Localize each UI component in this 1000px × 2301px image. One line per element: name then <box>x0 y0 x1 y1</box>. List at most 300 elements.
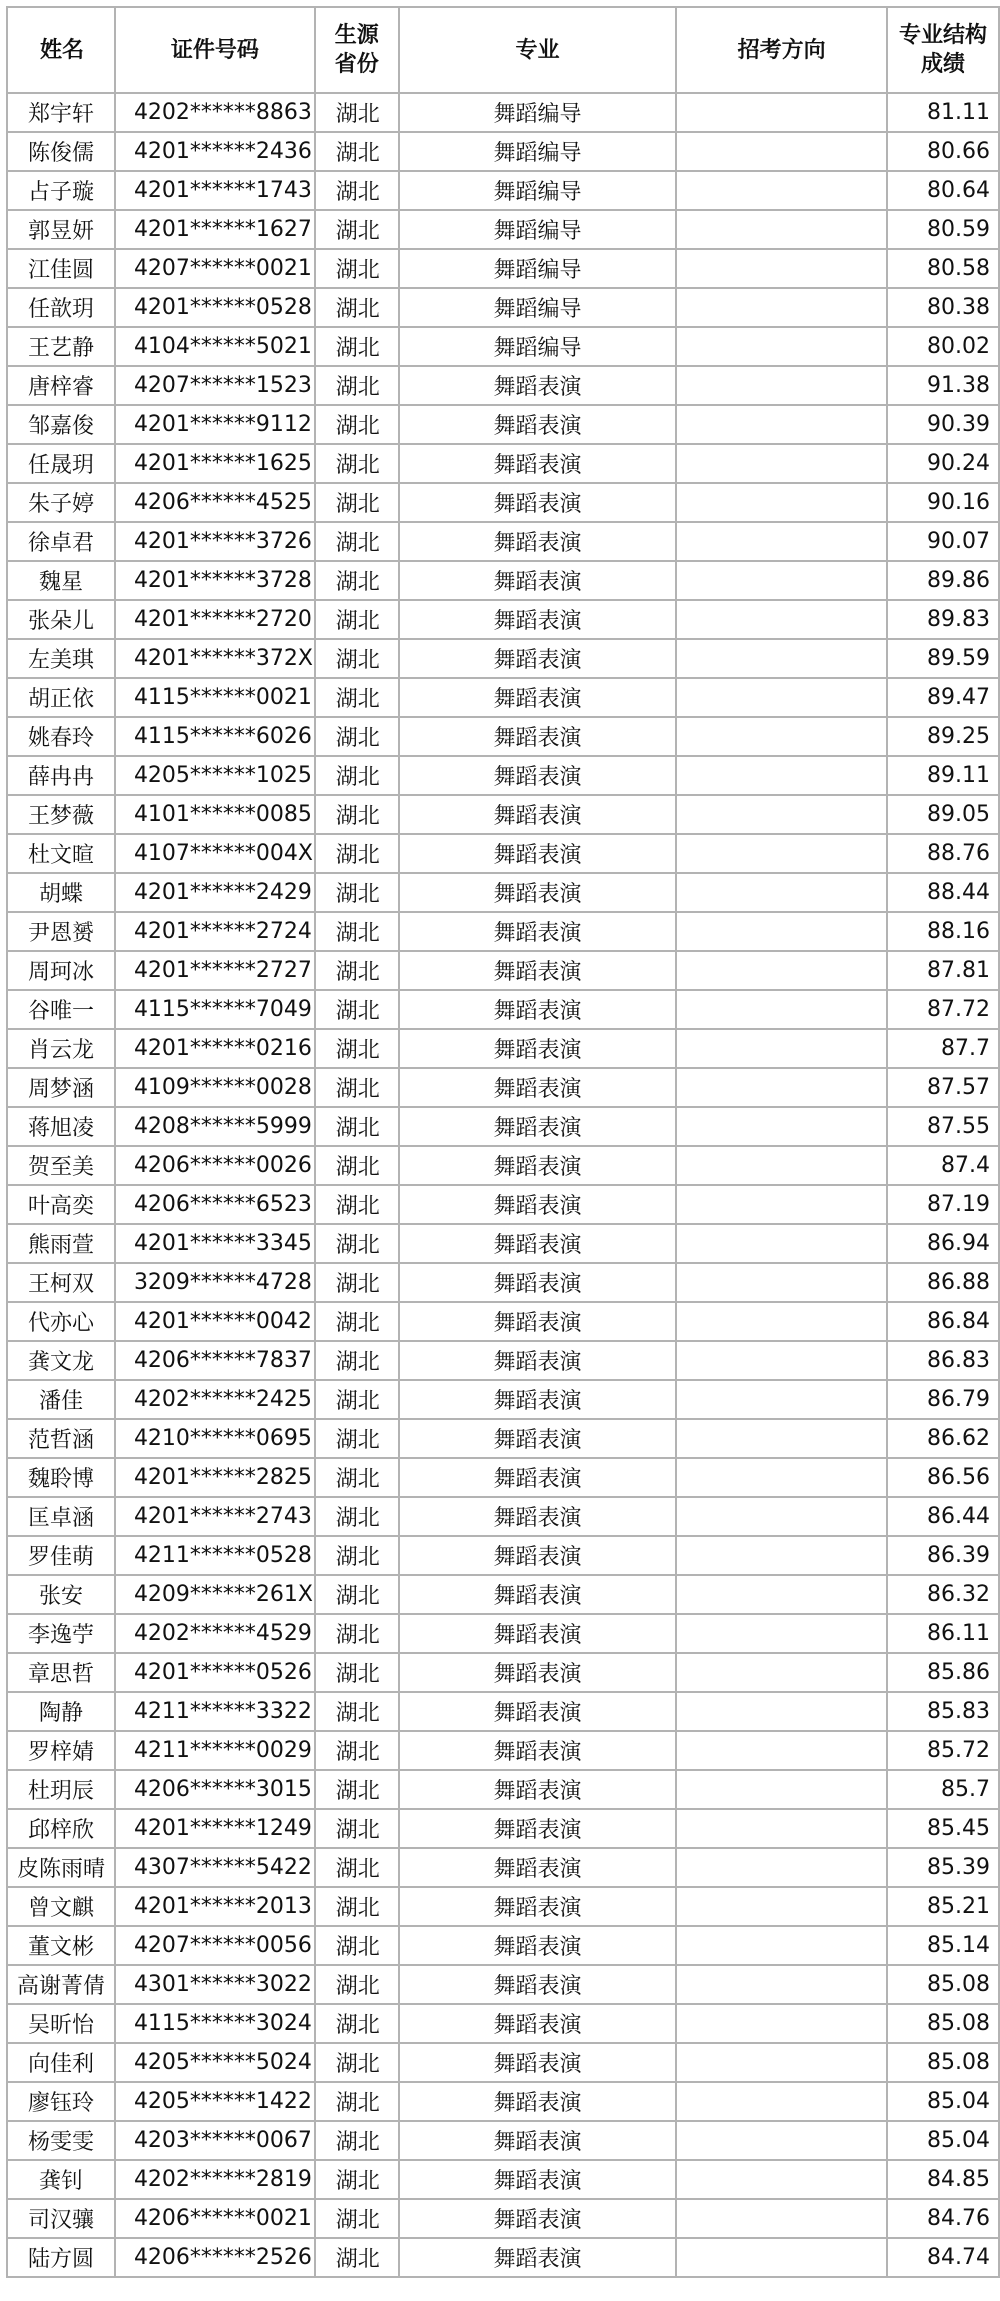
cell-name: 蒋旭凌 <box>7 1107 115 1146</box>
table-row <box>7 1458 999 1497</box>
cell-id-number: 4206******7837 <box>115 1341 315 1380</box>
cell-province: 湖北 <box>315 327 399 366</box>
cell-name: 姚春玲 <box>7 717 115 756</box>
cell-name: 占子璇 <box>7 171 115 210</box>
cell-province: 湖北 <box>315 561 399 600</box>
table-row <box>7 249 999 288</box>
cell-major: 舞蹈表演 <box>399 834 677 873</box>
cell-id-number: 4206******0026 <box>115 1146 315 1185</box>
cell-major: 舞蹈表演 <box>399 1341 677 1380</box>
cell-major: 舞蹈表演 <box>399 1887 677 1926</box>
cell-score: 88.44 <box>887 873 999 912</box>
cell-direction <box>676 171 887 210</box>
cell-province: 湖北 <box>315 2160 399 2199</box>
cell-score: 87.19 <box>887 1185 999 1224</box>
cell-id-number: 4201******0042 <box>115 1302 315 1341</box>
cell-name: 尹恩赟 <box>7 912 115 951</box>
cell-major: 舞蹈编导 <box>399 171 677 210</box>
cell-score: 89.59 <box>887 639 999 678</box>
cell-major: 舞蹈表演 <box>399 1029 677 1068</box>
cell-name: 杜文暄 <box>7 834 115 873</box>
cell-direction <box>676 249 887 288</box>
cell-province: 湖北 <box>315 1302 399 1341</box>
cell-major: 舞蹈表演 <box>399 2121 677 2160</box>
cell-score: 86.88 <box>887 1263 999 1302</box>
cell-major: 舞蹈表演 <box>399 561 677 600</box>
cell-score: 88.76 <box>887 834 999 873</box>
table-row <box>7 2121 999 2160</box>
cell-direction <box>676 2238 887 2277</box>
cell-province: 湖北 <box>315 990 399 1029</box>
cell-name: 王梦薇 <box>7 795 115 834</box>
cell-name: 任晟玥 <box>7 444 115 483</box>
cell-id-number: 4115******3024 <box>115 2004 315 2043</box>
table-row <box>7 444 999 483</box>
cell-province: 湖北 <box>315 1692 399 1731</box>
cell-id-number: 4201******0526 <box>115 1653 315 1692</box>
cell-major: 舞蹈表演 <box>399 600 677 639</box>
table-row <box>7 1068 999 1107</box>
cell-score: 84.76 <box>887 2199 999 2238</box>
cell-name: 杨雯雯 <box>7 2121 115 2160</box>
cell-direction <box>676 2004 887 2043</box>
cell-province: 湖北 <box>315 600 399 639</box>
cell-name: 李逸苧 <box>7 1614 115 1653</box>
table-row <box>7 93 999 132</box>
cell-province: 湖北 <box>315 132 399 171</box>
cell-major: 舞蹈表演 <box>399 1107 677 1146</box>
cell-id-number: 4115******0021 <box>115 678 315 717</box>
cell-score: 85.86 <box>887 1653 999 1692</box>
table-row <box>7 2160 999 2199</box>
cell-id-number: 4101******0085 <box>115 795 315 834</box>
cell-major: 舞蹈表演 <box>399 873 677 912</box>
table-row <box>7 561 999 600</box>
cell-major: 舞蹈表演 <box>399 2160 677 2199</box>
cell-name: 任歆玥 <box>7 288 115 327</box>
table-row <box>7 951 999 990</box>
cell-id-number: 4201******0216 <box>115 1029 315 1068</box>
cell-id-number: 4104******5021 <box>115 327 315 366</box>
table-row <box>7 1341 999 1380</box>
cell-id-number: 4206******0021 <box>115 2199 315 2238</box>
cell-direction <box>676 1380 887 1419</box>
cell-province: 湖北 <box>315 2199 399 2238</box>
cell-name: 胡蝶 <box>7 873 115 912</box>
cell-direction <box>676 990 887 1029</box>
cell-major: 舞蹈表演 <box>399 1614 677 1653</box>
cell-score: 85.04 <box>887 2121 999 2160</box>
cell-name: 谷唯一 <box>7 990 115 1029</box>
cell-major: 舞蹈表演 <box>399 1497 677 1536</box>
header-province <box>315 7 399 93</box>
cell-province: 湖北 <box>315 1848 399 1887</box>
cell-id-number: 4201******2720 <box>115 600 315 639</box>
cell-id-number: 4205******1025 <box>115 756 315 795</box>
cell-score: 80.02 <box>887 327 999 366</box>
table-row <box>7 288 999 327</box>
cell-id-number: 4211******0528 <box>115 1536 315 1575</box>
cell-name: 张朵儿 <box>7 600 115 639</box>
cell-score: 86.32 <box>887 1575 999 1614</box>
cell-score: 87.57 <box>887 1068 999 1107</box>
cell-id-number: 4201******372X <box>115 639 315 678</box>
cell-id-number: 4201******2743 <box>115 1497 315 1536</box>
cell-direction <box>676 483 887 522</box>
cell-score: 90.24 <box>887 444 999 483</box>
cell-id-number: 4208******5999 <box>115 1107 315 1146</box>
cell-major: 舞蹈表演 <box>399 795 677 834</box>
table-row <box>7 1380 999 1419</box>
cell-direction <box>676 951 887 990</box>
cell-name: 范哲涵 <box>7 1419 115 1458</box>
cell-direction <box>676 2043 887 2082</box>
cell-province: 湖北 <box>315 1887 399 1926</box>
cell-score: 89.83 <box>887 600 999 639</box>
cell-major: 舞蹈表演 <box>399 756 677 795</box>
cell-major: 舞蹈表演 <box>399 1263 677 1302</box>
cell-direction <box>676 1029 887 1068</box>
cell-direction <box>676 2199 887 2238</box>
cell-id-number: 4209******261X <box>115 1575 315 1614</box>
cell-score: 89.25 <box>887 717 999 756</box>
header-id: 证件号码 <box>115 7 315 93</box>
header-row <box>7 7 999 93</box>
cell-direction <box>676 405 887 444</box>
cell-score: 87.72 <box>887 990 999 1029</box>
cell-province: 湖北 <box>315 1653 399 1692</box>
cell-province: 湖北 <box>315 171 399 210</box>
cell-major: 舞蹈表演 <box>399 2199 677 2238</box>
cell-name: 邹嘉俊 <box>7 405 115 444</box>
cell-name: 龚钊 <box>7 2160 115 2199</box>
cell-name: 郑宇轩 <box>7 93 115 132</box>
cell-score: 85.83 <box>887 1692 999 1731</box>
table-row <box>7 1497 999 1536</box>
cell-id-number: 4206******6523 <box>115 1185 315 1224</box>
table-row <box>7 1146 999 1185</box>
cell-province: 湖北 <box>315 1536 399 1575</box>
table-row <box>7 1263 999 1302</box>
table-row <box>7 2043 999 2082</box>
cell-score: 89.11 <box>887 756 999 795</box>
cell-province: 湖北 <box>315 1458 399 1497</box>
header-score-line2: 成绩 <box>920 52 965 77</box>
cell-id-number: 4202******2819 <box>115 2160 315 2199</box>
table-row <box>7 483 999 522</box>
cell-major: 舞蹈表演 <box>399 2043 677 2082</box>
cell-score: 84.74 <box>887 2238 999 2277</box>
cell-major: 舞蹈表演 <box>399 1458 677 1497</box>
cell-name: 张安 <box>7 1575 115 1614</box>
table-row <box>7 990 999 1029</box>
cell-id-number: 4201******1249 <box>115 1809 315 1848</box>
cell-name: 董文彬 <box>7 1926 115 1965</box>
cell-major: 舞蹈表演 <box>399 639 677 678</box>
cell-direction <box>676 717 887 756</box>
cell-major: 舞蹈表演 <box>399 717 677 756</box>
cell-id-number: 4210******0695 <box>115 1419 315 1458</box>
cell-id-number: 4109******0028 <box>115 1068 315 1107</box>
cell-id-number: 3209******4728 <box>115 1263 315 1302</box>
cell-name: 罗梓婧 <box>7 1731 115 1770</box>
cell-province: 湖北 <box>315 1380 399 1419</box>
table-row <box>7 756 999 795</box>
cell-direction <box>676 93 887 132</box>
table-row <box>7 717 999 756</box>
cell-major: 舞蹈表演 <box>399 990 677 1029</box>
cell-major: 舞蹈表演 <box>399 951 677 990</box>
cell-major: 舞蹈表演 <box>399 1770 677 1809</box>
cell-direction <box>676 2121 887 2160</box>
cell-id-number: 4206******4525 <box>115 483 315 522</box>
cell-direction <box>676 2160 887 2199</box>
cell-score: 85.08 <box>887 2004 999 2043</box>
cell-score: 90.16 <box>887 483 999 522</box>
cell-major: 舞蹈表演 <box>399 405 677 444</box>
cell-id-number: 4201******2429 <box>115 873 315 912</box>
cell-id-number: 4201******2727 <box>115 951 315 990</box>
cell-name: 邱梓欣 <box>7 1809 115 1848</box>
cell-major: 舞蹈表演 <box>399 2238 677 2277</box>
table-row <box>7 873 999 912</box>
table-row <box>7 327 999 366</box>
table-row <box>7 1692 999 1731</box>
cell-major: 舞蹈表演 <box>399 1146 677 1185</box>
cell-major: 舞蹈表演 <box>399 1302 677 1341</box>
table-row <box>7 639 999 678</box>
cell-province: 湖北 <box>315 1965 399 2004</box>
cell-province: 湖北 <box>315 1341 399 1380</box>
cell-major: 舞蹈表演 <box>399 1575 677 1614</box>
cell-major: 舞蹈表演 <box>399 1692 677 1731</box>
cell-direction <box>676 444 887 483</box>
table-row <box>7 834 999 873</box>
cell-score: 85.7 <box>887 1770 999 1809</box>
cell-province: 湖北 <box>315 1614 399 1653</box>
cell-name: 徐卓君 <box>7 522 115 561</box>
cell-province: 湖北 <box>315 1068 399 1107</box>
table-row <box>7 795 999 834</box>
cell-direction <box>676 132 887 171</box>
cell-direction <box>676 1224 887 1263</box>
cell-score: 86.94 <box>887 1224 999 1263</box>
cell-score: 85.45 <box>887 1809 999 1848</box>
cell-major: 舞蹈表演 <box>399 1848 677 1887</box>
cell-province: 湖北 <box>315 639 399 678</box>
table-row <box>7 1770 999 1809</box>
cell-name: 曾文麒 <box>7 1887 115 1926</box>
cell-province: 湖北 <box>315 2043 399 2082</box>
cell-major: 舞蹈表演 <box>399 1809 677 1848</box>
cell-name: 高谢菁倩 <box>7 1965 115 2004</box>
cell-score: 85.14 <box>887 1926 999 1965</box>
cell-score: 86.84 <box>887 1302 999 1341</box>
cell-major: 舞蹈编导 <box>399 249 677 288</box>
table-row <box>7 522 999 561</box>
cell-province: 湖北 <box>315 1029 399 1068</box>
cell-id-number: 4206******3015 <box>115 1770 315 1809</box>
cell-score: 80.64 <box>887 171 999 210</box>
cell-name: 熊雨萱 <box>7 1224 115 1263</box>
cell-id-number: 4201******9112 <box>115 405 315 444</box>
cell-major: 舞蹈编导 <box>399 93 677 132</box>
cell-id-number: 4206******2526 <box>115 2238 315 2277</box>
cell-score: 86.79 <box>887 1380 999 1419</box>
cell-id-number: 4205******5024 <box>115 2043 315 2082</box>
cell-score: 87.7 <box>887 1029 999 1068</box>
cell-id-number: 4201******2013 <box>115 1887 315 1926</box>
cell-name: 廖钰玲 <box>7 2082 115 2121</box>
cell-major: 舞蹈表演 <box>399 912 677 951</box>
header-name: 姓名 <box>7 7 115 93</box>
cell-direction <box>676 1770 887 1809</box>
table-row <box>7 1185 999 1224</box>
cell-major: 舞蹈表演 <box>399 1965 677 2004</box>
table-row <box>7 1614 999 1653</box>
table-row <box>7 1536 999 1575</box>
cell-direction <box>676 600 887 639</box>
cell-name: 贺至美 <box>7 1146 115 1185</box>
cell-score: 80.59 <box>887 210 999 249</box>
table-row <box>7 366 999 405</box>
cell-id-number: 4201******3728 <box>115 561 315 600</box>
header-score <box>887 7 999 93</box>
cell-major: 舞蹈表演 <box>399 366 677 405</box>
cell-id-number: 4202******8863 <box>115 93 315 132</box>
cell-name: 朱子婷 <box>7 483 115 522</box>
table-row <box>7 1848 999 1887</box>
cell-name: 皮陈雨晴 <box>7 1848 115 1887</box>
cell-score: 85.39 <box>887 1848 999 1887</box>
cell-score: 85.08 <box>887 2043 999 2082</box>
cell-score: 80.38 <box>887 288 999 327</box>
table-row <box>7 1419 999 1458</box>
score-sheet <box>6 6 1000 2278</box>
cell-id-number: 4207******0056 <box>115 1926 315 1965</box>
cell-province: 湖北 <box>315 951 399 990</box>
cell-province: 湖北 <box>315 2082 399 2121</box>
table-body <box>7 93 999 2277</box>
cell-direction <box>676 1653 887 1692</box>
cell-direction <box>676 756 887 795</box>
cell-direction <box>676 561 887 600</box>
cell-major: 舞蹈表演 <box>399 1185 677 1224</box>
cell-province: 湖北 <box>315 93 399 132</box>
cell-province: 湖北 <box>315 288 399 327</box>
cell-direction <box>676 210 887 249</box>
cell-direction <box>676 912 887 951</box>
cell-score: 91.38 <box>887 366 999 405</box>
cell-score: 86.44 <box>887 1497 999 1536</box>
cell-name: 郭昱妍 <box>7 210 115 249</box>
cell-id-number: 4201******1743 <box>115 171 315 210</box>
cell-name: 代亦心 <box>7 1302 115 1341</box>
cell-id-number: 4107******004X <box>115 834 315 873</box>
cell-name: 陆方圆 <box>7 2238 115 2277</box>
cell-province: 湖北 <box>315 756 399 795</box>
table-row <box>7 1107 999 1146</box>
cell-direction <box>676 1848 887 1887</box>
cell-name: 龚文龙 <box>7 1341 115 1380</box>
cell-id-number: 4207******1523 <box>115 366 315 405</box>
cell-direction <box>676 1731 887 1770</box>
cell-major: 舞蹈表演 <box>399 2004 677 2043</box>
cell-direction <box>676 1809 887 1848</box>
cell-direction <box>676 1185 887 1224</box>
cell-score: 86.11 <box>887 1614 999 1653</box>
table-row <box>7 1731 999 1770</box>
cell-province: 湖北 <box>315 1419 399 1458</box>
cell-direction <box>676 522 887 561</box>
cell-direction <box>676 1536 887 1575</box>
cell-direction <box>676 327 887 366</box>
cell-major: 舞蹈表演 <box>399 1224 677 1263</box>
table-row <box>7 600 999 639</box>
cell-name: 王艺静 <box>7 327 115 366</box>
cell-name: 潘佳 <box>7 1380 115 1419</box>
cell-province: 湖北 <box>315 210 399 249</box>
cell-name: 章思哲 <box>7 1653 115 1692</box>
cell-province: 湖北 <box>315 1146 399 1185</box>
table-row <box>7 1302 999 1341</box>
cell-province: 湖北 <box>315 717 399 756</box>
cell-direction <box>676 1107 887 1146</box>
table-row <box>7 2199 999 2238</box>
cell-score: 85.72 <box>887 1731 999 1770</box>
cell-direction <box>676 639 887 678</box>
cell-name: 吴昕怡 <box>7 2004 115 2043</box>
cell-direction <box>676 1068 887 1107</box>
table-row <box>7 1029 999 1068</box>
cell-province: 湖北 <box>315 2004 399 2043</box>
cell-major: 舞蹈编导 <box>399 210 677 249</box>
cell-name: 魏聆博 <box>7 1458 115 1497</box>
table-header <box>7 7 999 93</box>
cell-province: 湖北 <box>315 405 399 444</box>
table-row <box>7 912 999 951</box>
cell-province: 湖北 <box>315 522 399 561</box>
cell-province: 湖北 <box>315 1497 399 1536</box>
header-direction: 招考方向 <box>676 7 887 93</box>
cell-name: 左美琪 <box>7 639 115 678</box>
table-row <box>7 2082 999 2121</box>
cell-direction <box>676 1575 887 1614</box>
cell-name: 陶静 <box>7 1692 115 1731</box>
cell-direction <box>676 1302 887 1341</box>
cell-direction <box>676 795 887 834</box>
cell-province: 湖北 <box>315 483 399 522</box>
table-row <box>7 1965 999 2004</box>
table-row <box>7 210 999 249</box>
cell-score: 87.4 <box>887 1146 999 1185</box>
cell-name: 向佳利 <box>7 2043 115 2082</box>
cell-name: 江佳圆 <box>7 249 115 288</box>
cell-major: 舞蹈表演 <box>399 1419 677 1458</box>
cell-province: 湖北 <box>315 873 399 912</box>
cell-score: 81.11 <box>887 93 999 132</box>
cell-major: 舞蹈表演 <box>399 2082 677 2121</box>
cell-province: 湖北 <box>315 1770 399 1809</box>
cell-direction <box>676 1263 887 1302</box>
cell-direction <box>676 1614 887 1653</box>
cell-id-number: 4201******3726 <box>115 522 315 561</box>
cell-direction <box>676 1926 887 1965</box>
header-score-line1: 专业结构 <box>898 23 987 48</box>
cell-name: 魏星 <box>7 561 115 600</box>
cell-id-number: 4307******5422 <box>115 1848 315 1887</box>
cell-score: 90.39 <box>887 405 999 444</box>
